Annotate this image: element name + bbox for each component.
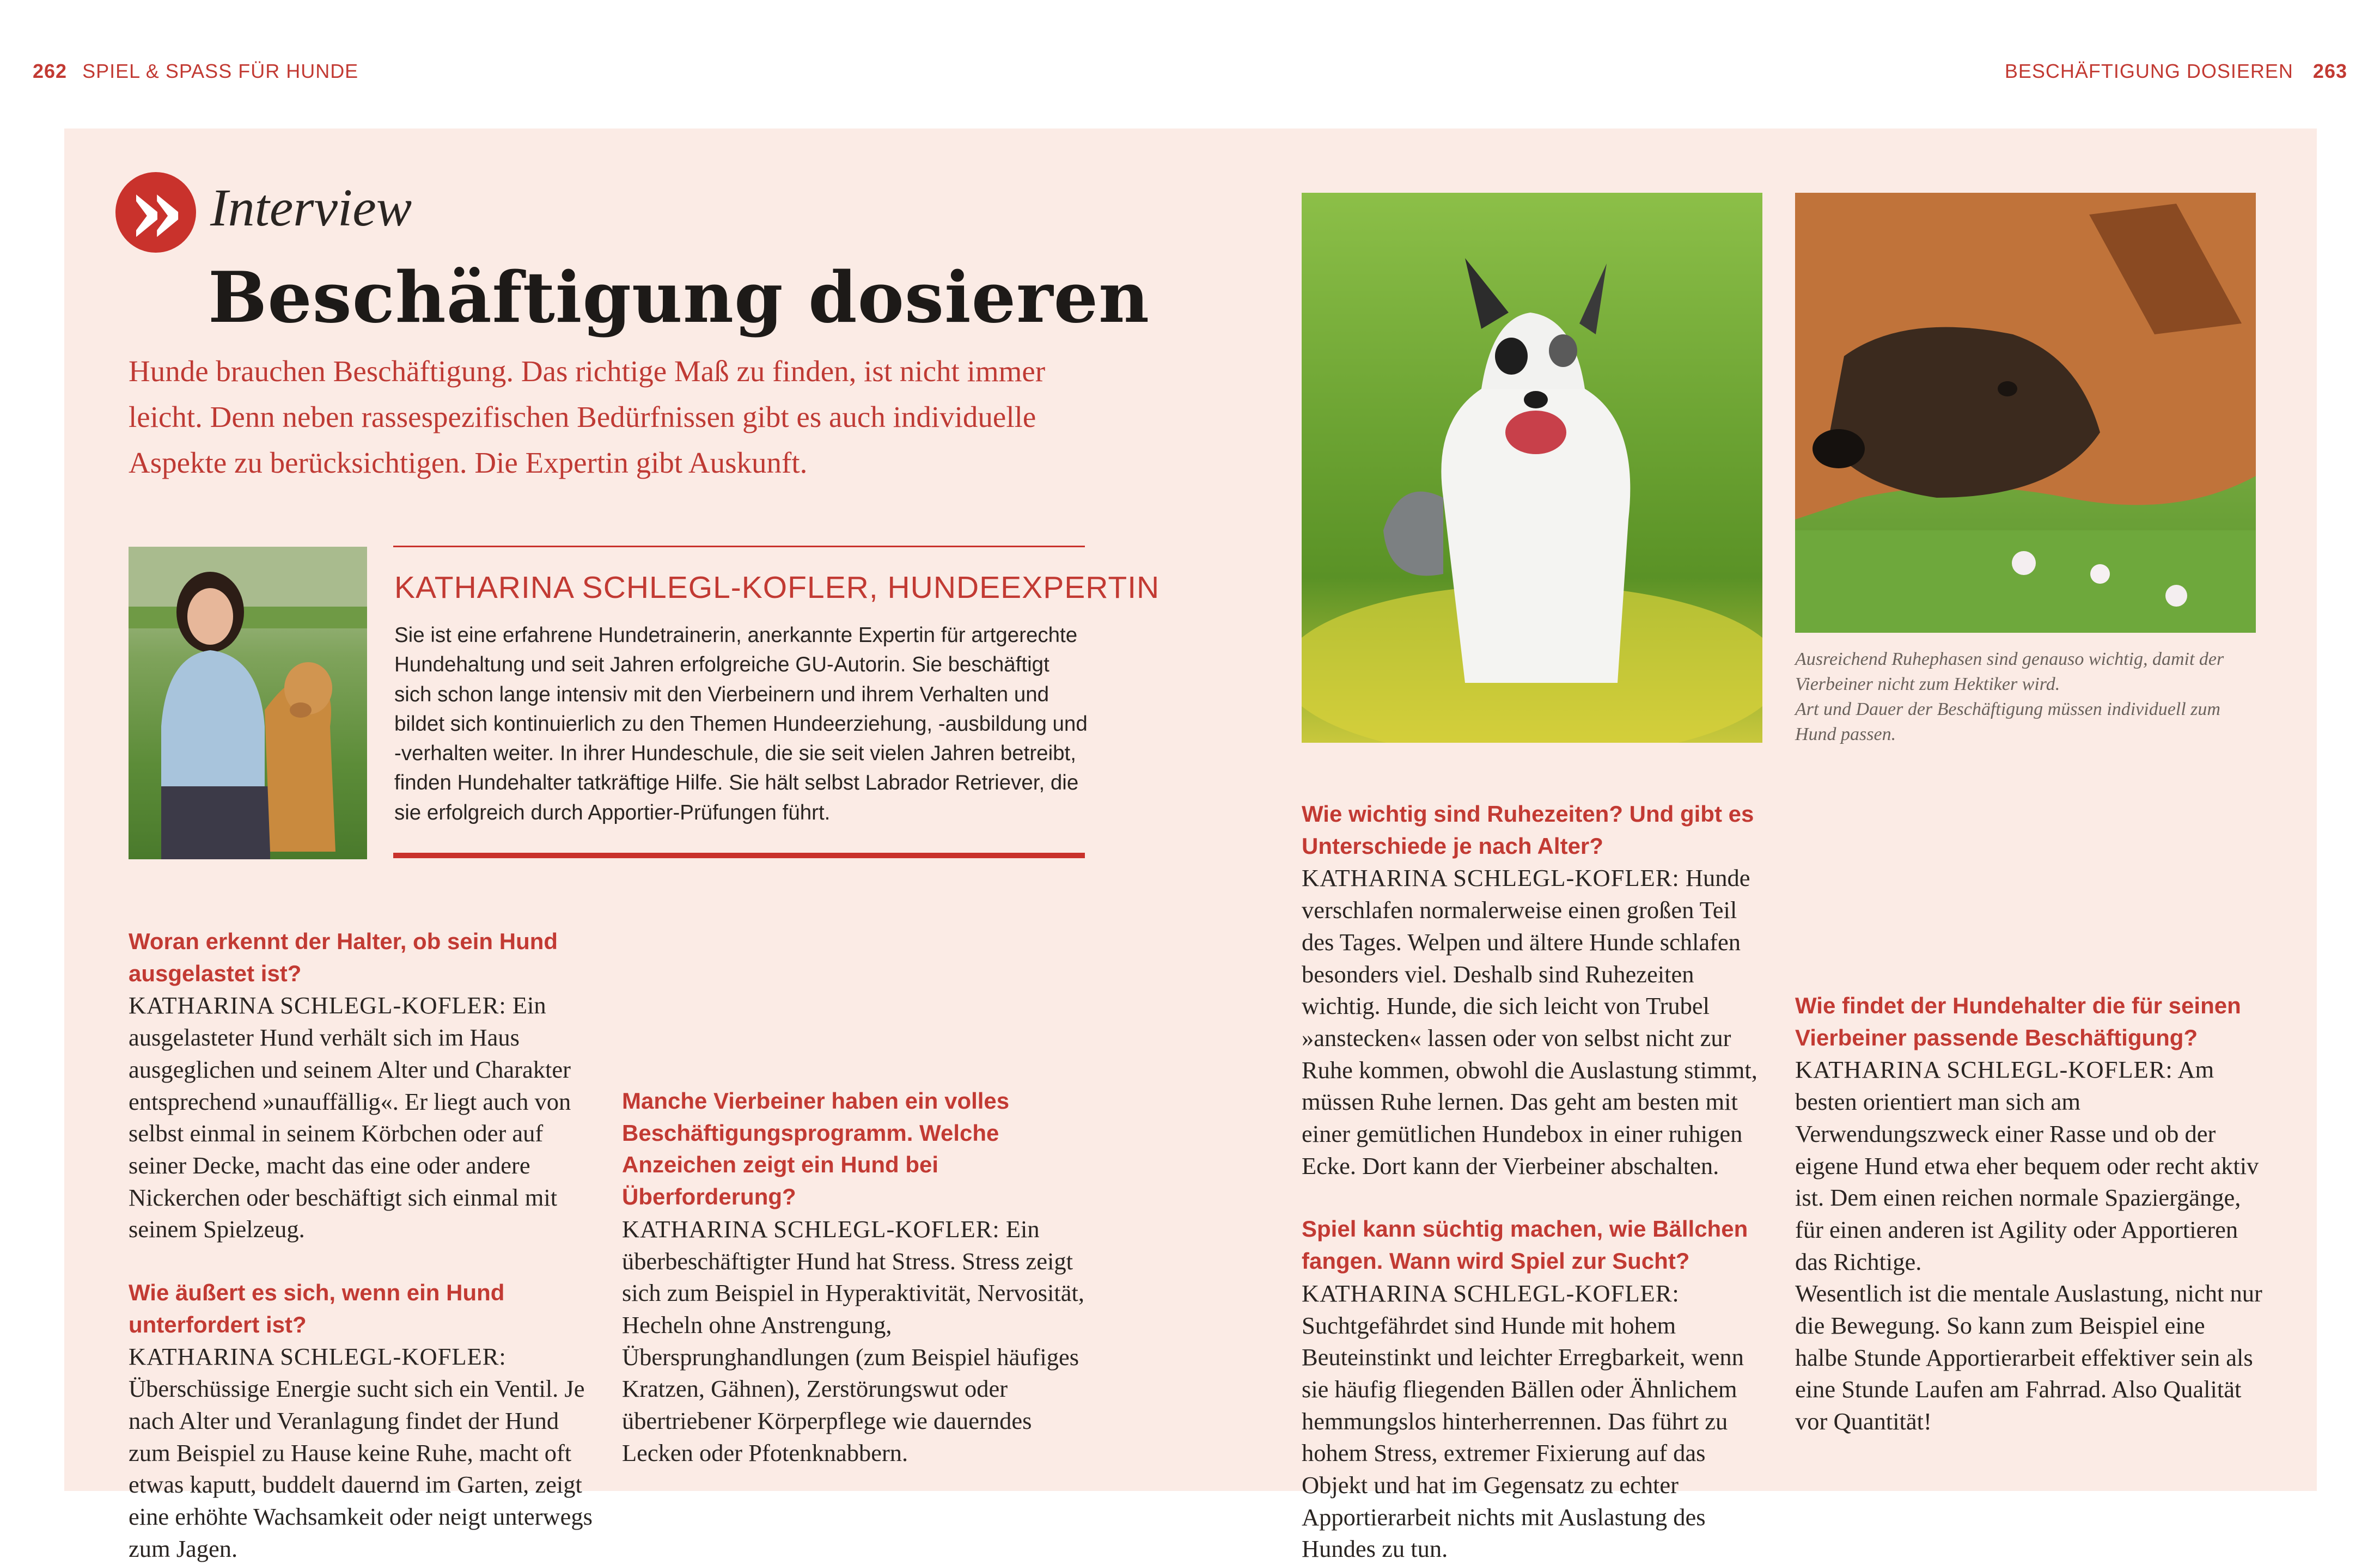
text-column-2 xyxy=(622,926,1090,1469)
speaker-label: KATHARINA SCHLEGL-KOFLER: xyxy=(1302,864,1680,892)
text-column-3 xyxy=(1302,798,1770,1565)
answer-6-continued: Wesentlich ist die mentale Auslastung, nicht nur die Bewegung. So kann zum Beispiel eine halbe Stunde Apportierarbeit effektiver sein als eine Stunde Laufen am Fahrrad. Also Qualität vor Quantität! xyxy=(1795,1280,2262,1435)
answer-1 xyxy=(129,989,597,1245)
photo-australian-shepherd xyxy=(1302,193,1762,743)
answer-5 xyxy=(1302,1277,1770,1565)
answer-2-text: Überschüssige Energie sucht sich ein Ventil. Je nach Alter und Veranlagung findet der Hund zum Beispiel zu Hause keine Ruhe, macht oft etwas kaputt, buddelt dauernd im Garten, zeigt eine erhöhte Wachsamkeit oder neigt unterwegs zum Jagen. xyxy=(129,1375,593,1562)
aussie-illustration xyxy=(1302,193,1762,743)
speaker-label: KATHARINA SCHLEGL-KOFLER: xyxy=(622,1215,1000,1243)
quote-glyph: » xyxy=(127,156,186,265)
speaker-label: KATHARINA SCHLEGL-KOFLER: xyxy=(1795,1056,2173,1084)
speaker-label: KATHARINA SCHLEGL-KOFLER: xyxy=(1302,1279,1680,1307)
answer-4 xyxy=(1302,862,1770,1182)
question-1: Woran erkennt der Halter, ob sein Hund ausgelastet ist? xyxy=(129,928,558,986)
photo-german-shepherd xyxy=(1795,193,2256,633)
running-head-left xyxy=(33,60,358,83)
answer-2 xyxy=(129,1341,597,1564)
running-head-right xyxy=(2005,60,2347,83)
question-6: Wie findet der Hundehalter die für seinen Vierbeiner passende Beschäftigung? xyxy=(1795,993,2241,1050)
portrait-illustration xyxy=(129,547,367,859)
section-title-right: BESCHÄFTIGUNG DOSIEREN xyxy=(2004,60,2293,82)
text-column-1 xyxy=(129,926,597,1564)
caption-line-1: Ausreichend Ruhephasen sind genauso wichtig, damit der Vierbeiner nicht zum Hektiker wird. xyxy=(1795,649,2224,694)
page-title: Beschäftigung dosieren xyxy=(208,257,1150,339)
question-5: Spiel kann süchtig machen, wie Bällchen fangen. Wann wird Spiel zur Sucht? xyxy=(1302,1216,1748,1274)
shepherd-illustration xyxy=(1795,193,2256,633)
question-3: Manche Vierbeiner haben ein volles Beschäftigungsprogramm. Welche Anzeichen zeigt ein Hund bei Überforderung? xyxy=(622,1088,1010,1210)
bio-name: KATHARINA SCHLEGL-KOFLER, HUNDEEXPERTIN xyxy=(394,570,1160,605)
question-4: Wie wichtig sind Ruhezeiten? Und gibt es Unterschiede je nach Alter? xyxy=(1302,801,1754,859)
page-number-right: 263 xyxy=(2312,60,2347,82)
kicker: Interview xyxy=(210,179,412,237)
speaker-label: KATHARINA SCHLEGL-KOFLER: xyxy=(129,992,506,1019)
speaker-label: KATHARINA SCHLEGL-KOFLER: xyxy=(129,1343,506,1371)
answer-1-text: Ein ausgelasteter Hund verhält sich im Haus ausgeglichen und seinem Alter und Charakter entsprechend »unauffällig«. Er liegt auch von selbst einmal in seinem Körbchen oder auf seiner Decke, macht das eine oder andere Nickerchen oder beschäftigt sich einmal mit seinem Spielzeug. xyxy=(129,992,571,1243)
answer-6 xyxy=(1795,1054,2263,1277)
bio-text: Sie ist eine erfahrene Hundetrainerin, anerkannte Expertin für artgerechte Hundehaltung und seit Jahren erfolgreiche GU-Autorin. Sie beschäftigt sich schon lange intensiv mit den Vierbeinern und ihrem Verhalten und bildet sich kontinuierlich zu den Themen Hundeerziehung, -ausbildung und -verhalten weiter. In ihrer Hundeschule, die sie seit vielen Jahren betreibt, finden Hundehalter tatkräftige Hilfe. Sie hält selbst Labrador Retriever, die sie erfolgreich durch Apportier-Prüfungen führt. xyxy=(394,623,1088,824)
question-2: Wie äußert es sich, wenn ein Hund unterfordert ist? xyxy=(129,1280,505,1337)
answer-3 xyxy=(622,1213,1090,1469)
photo-caption xyxy=(1795,647,2263,747)
caption-line-2: Art und Dauer der Beschäftigung müssen individuell zum Hund passen. xyxy=(1795,699,2220,744)
quote-icon xyxy=(115,156,196,265)
lead-paragraph: Hunde brauchen Beschäftigung. Das richtige Maß zu finden, ist nicht immer leicht. Denn neben rassespezifischen Bedürfnissen gibt es auch individuelle Aspekte zu berücksichtigen. Die Expertin gibt Auskunft. xyxy=(129,354,1046,479)
answer-4-text: Hunde verschlafen normalerweise einen großen Teil des Tages. Welpen und ältere Hunde schlafen besonders viel. Deshalb sind Ruhezeiten wichtig. Hunde, die sich leicht von Trubel »anstecken« lassen oder von selbst nicht zur Ruhe kommen, obwohl die Auslastung stimmt, müssen Ruhe lernen. Das geht am besten mit einer gemütlichen Hundebox in einer ruhigen Ecke. Dort kann der Vierbeiner abschalten. xyxy=(1302,864,1757,1179)
portrait-photo xyxy=(129,547,367,859)
answer-6-text: Am besten orientiert man sich am Verwendungszweck einer Rasse und ob der eigene Hund etwa eher bequem oder recht aktiv ist. Dem einen reichen normale Spaziergänge, für einen anderen ist Agility oder Apportieren das Richtige. xyxy=(1795,1056,2259,1275)
bio-rule-top xyxy=(393,546,1085,547)
text-column-4 xyxy=(1795,798,2263,1438)
section-title-left: SPIEL & SPASS FÜR HUNDE xyxy=(82,60,359,82)
bio-rule-bottom xyxy=(393,853,1085,858)
answer-3-text: Ein überbeschäftigter Hund hat Stress. Stress zeigt sich zum Beispiel in Hyperaktivität, Nervosität, Hecheln ohne Anstrengung, Übersprunghandlungen (zum Beispiel häufiges Kratzen, Gähnen), Zerstörungswut oder übertriebener Körperpflege wie dauerndes Lecken oder Pfotenknabbern. xyxy=(622,1215,1085,1466)
answer-5-text: Suchtgefährdet sind Hunde mit hohem Beuteinstinkt und leichter Erregbarkeit, wenn sie häufig fliegenden Bällen oder Ähnlichem hemmungslos hinterherrennen. Das führt zu hohem Stress, extremer Fixierung auf das Objekt und hat im Gegensatz zu echter Apportierarbeit nichts mit Auslastung des Hundes zu tun. xyxy=(1302,1311,1744,1563)
page-number-left: 262 xyxy=(33,60,68,82)
